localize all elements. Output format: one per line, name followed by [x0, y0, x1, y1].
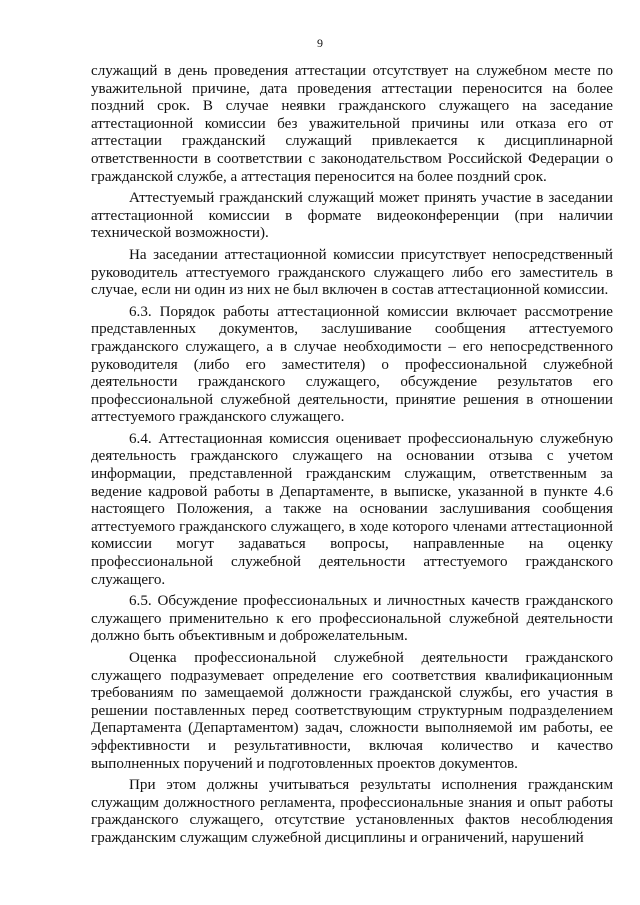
page-number: 9 — [317, 36, 323, 50]
paragraph-7: Оценка профессиональной служебной деятельности гражданского служащего подразумевает определение его соответствия квалификационным требованиям по замещаемой должности гражданской службы, его участия в решении поставленных перед соответствующим структурным подразделением Департамента (Департаментом) задач, сложности выполняемой им работы, ее эффективности и результативности, включая количество и качество выполненных поручений и подготовленных проектов документов. — [91, 650, 613, 772]
paragraph-3: На заседании аттестационной комиссии присутствует непосредственный руководитель аттестуемого гражданского служащего либо его заместитель в случае, если ни один из них не был включен в состав аттестационной комиссии. — [91, 246, 613, 299]
document-body — [91, 63, 613, 852]
paragraph-4: 6.3. Порядок работы аттестационной комиссии включает рассмотрение представленных документов, заслушивание сообщения аттестуемого гражданского служащего, а в случае необходимости – его непосредственного руководителя (либо его заместителя) о профессиональной служебной деятельности гражданского служащего, обсуждение результатов его профессиональной служебной деятельности, принятие решения в отношении аттестуемого гражданского служащего. — [91, 303, 613, 426]
paragraph-5: 6.4. Аттестационная комиссия оценивает профессиональную служебную деятельность гражданского служащего на основании отзыва с учетом информации, представленной гражданским служащим, ответственным за ведение кадровой работы в Департаменте, в выписке, указанной в пункте 4.6 настоящего Положения, а также на основании заслушивания сообщения аттестуемого гражданского служащего, в ходе которого членами аттестационной комиссии могут задаваться вопросы, направленные на оценку профессиональной служебной деятельности аттестуемого гражданского служащего. — [91, 430, 613, 588]
paragraph-6: 6.5. Обсуждение профессиональных и личностных качеств гражданского служащего применительно к его профессиональной служебной деятельности должно быть объективным и доброжелательным. — [91, 593, 613, 645]
paragraph-2: Аттестуемый гражданский служащий может принять участие в заседании аттестационной комиссии в формате видеоконференции (при наличии технической возможности). — [91, 190, 613, 242]
paragraph-8: При этом должны учитываться результаты исполнения гражданским служащим должностного регламента, профессиональные знания и опыт работы гражданского служащего, отсутствие установленных фактов несоблюдения гражданским служащим служебной дисциплины и ограничений, нарушений — [91, 777, 613, 846]
paragraph-1: служащий в день проведения аттестации отсутствует на служебном месте по уважительной причине, дата проведения аттестации переносится на более поздний срок. В случае неявки гражданского служащего на заседание аттестационной комиссии без уважительной причины или отказа его от аттестации гражданский служащий привлекается к дисциплинарной ответственности в соответствии с законодательством Российской Федерации о гражданской службе, а аттестация переносится на более поздний срок. — [91, 63, 613, 185]
